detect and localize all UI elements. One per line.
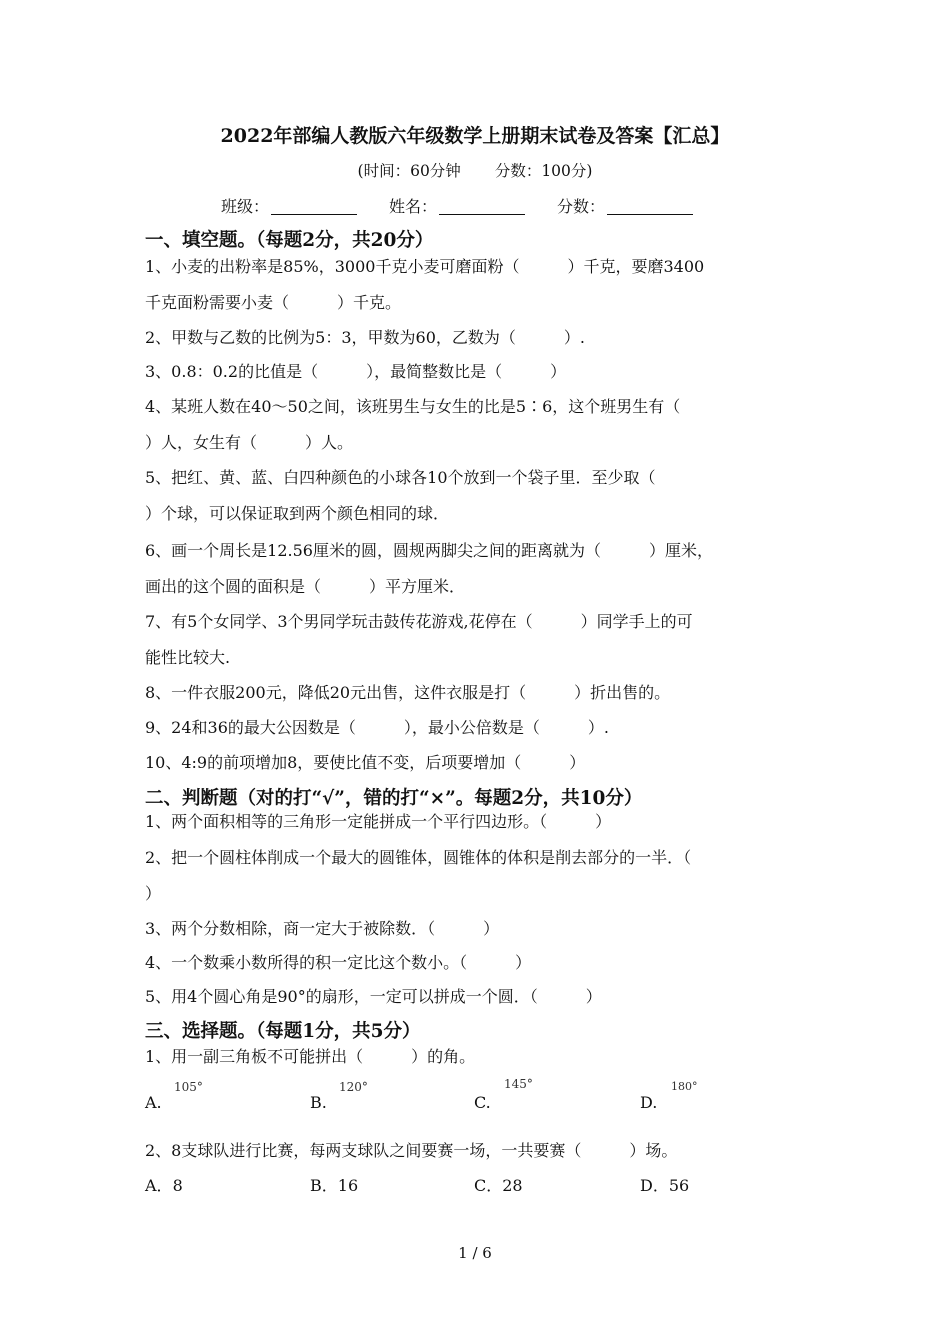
section1-heading: 一、填空题。（每题2分，共20分） (145, 230, 434, 251)
question-line: 画出的这个圆的面积是（ ）平方厘米． (145, 577, 466, 596)
option-c-letter: C. (474, 1093, 491, 1112)
question-line: ）人，女生有（ ）人。 (145, 433, 354, 452)
question-line: 8、一件衣服200元，降低20元出售，这件衣服是打（ ）折出售的。 (145, 683, 671, 702)
question-line: 2、甲数与乙数的比例为5：3，甲数为60，乙数为（ ）. (145, 328, 585, 347)
name-label: 姓名： (389, 197, 438, 216)
question-line: 能性比较大. (145, 648, 231, 667)
section3-heading: 三、选择题。（每题1分，共5分） (145, 1021, 421, 1042)
class-blank (271, 198, 357, 215)
question-line: 1、用一副三角板不可能拼出（ ）的角。 (145, 1047, 476, 1066)
question-line: ） (145, 884, 162, 903)
option-value: 16 (337, 1176, 359, 1195)
question-line: 2、把一个圆柱体削成一个最大的圆锥体，圆锥体的体积是削去部分的一半．（ (145, 848, 692, 867)
total-score: 分数：100分) (494, 162, 593, 180)
question-line: 9、24和36的最大公因数是（ ），最小公倍数是（ ）. (145, 718, 609, 737)
score-blank (607, 198, 693, 215)
question-line: 2、8支球队进行比赛，每两支球队之间要赛一场，一共要赛（ ）场。 (145, 1141, 678, 1160)
question-line: 1、两个面积相等的三角形一定能拼成一个平行四边形。（ ） (145, 812, 612, 831)
option-c (474, 1173, 523, 1196)
option-letter: D． (640, 1176, 669, 1195)
option-d-letter: D. (640, 1093, 658, 1112)
option-value: 56 (668, 1176, 690, 1195)
class-label: 班级： (221, 197, 270, 216)
time-limit: (时间：60分钟 (357, 162, 461, 180)
option-b-letter: B. (310, 1093, 327, 1112)
option-c-value: 145° (504, 1077, 533, 1091)
option-d-value: 180° (671, 1080, 698, 1093)
question-line: 5、把红、黄、蓝、白四种颜色的小球各10个放到一个袋子里．至少取（ (145, 468, 656, 487)
option-letter: B． (310, 1176, 338, 1195)
option-a-letter: A. (145, 1093, 162, 1112)
option-b-value: 120° (339, 1080, 368, 1094)
question-line: ）个球，可以保证取到两个颜色相同的球． (145, 504, 450, 523)
option-a-value: 105° (174, 1080, 203, 1094)
option-d (640, 1173, 689, 1196)
score-label: 分数： (557, 197, 606, 216)
question-line: 4、一个数乘小数所得的积一定比这个数小。（ ） (145, 953, 532, 972)
question-line: 6、画一个周长是12.56厘米的圆，圆规两脚尖之间的距离就为（ ）厘米， (145, 541, 713, 560)
exam-meta (0, 159, 950, 181)
question-line: 5、用4个圆心角是90°的扇形，一定可以拼成一个圆．（ ） (145, 987, 602, 1006)
name-blank (439, 198, 525, 215)
question-line: 3、两个分数相除，商一定大于被除数．（ ） (145, 919, 500, 938)
option-letter: A． (145, 1176, 173, 1195)
section2-heading: 二、判断题（对的打“√”，错的打“×”。每题2分，共10分） (145, 788, 643, 809)
question-line: 7、有5个女同学、3个男同学玩击鼓传花游戏,花停在（ ）同学手上的可 (145, 612, 693, 631)
page-number: 1 / 6 (458, 1244, 492, 1262)
question-line: 1、小麦的出粉率是85%，3000千克小麦可磨面粉（ ）千克，要磨3400 (145, 257, 705, 276)
option-a (145, 1173, 183, 1196)
question-line: 千克面粉需要小麦（ ）千克。 (145, 293, 402, 312)
option-letter: C． (474, 1176, 503, 1195)
option-value: 8 (172, 1176, 183, 1195)
option-value: 28 (502, 1176, 523, 1195)
question-line: 10、4:9的前项增加8，要使比值不变，后项要增加（ ） (145, 753, 586, 772)
question-line: 3、0.8：0.2的比值是（ ），最简整数比是（ ） (145, 362, 567, 381)
page-title: 2022年部编人教版六年级数学上册期末试卷及答案【汇总】 (220, 125, 730, 147)
option-b (310, 1173, 358, 1196)
question-line: 4、某班人数在40～50之间，该班男生与女生的比是5∶6，这个班男生有（ (145, 397, 681, 416)
student-info-line (221, 194, 725, 217)
